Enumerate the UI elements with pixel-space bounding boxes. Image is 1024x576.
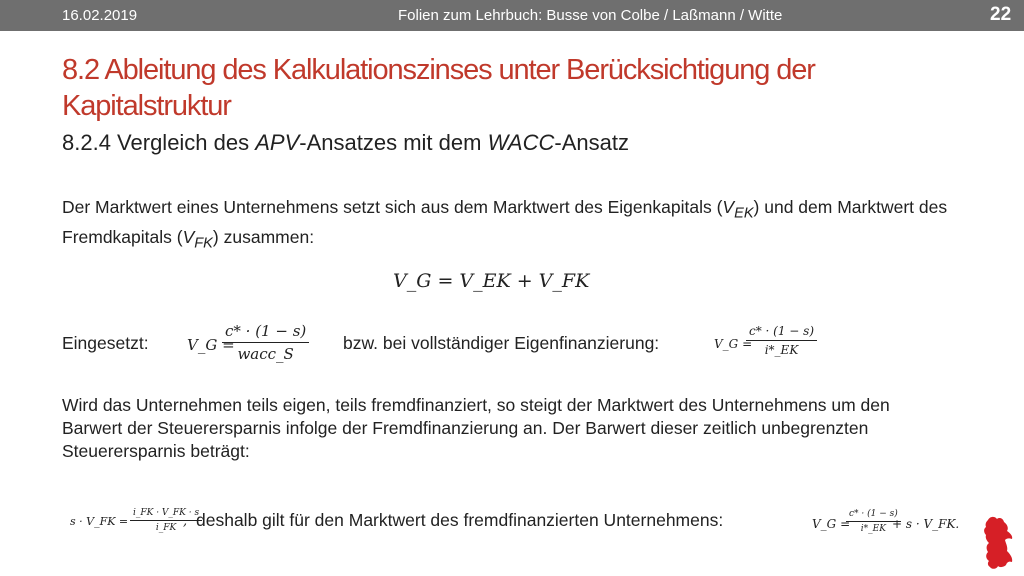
slide-header-bar <box>0 0 1024 31</box>
eq3-fraction-bar <box>130 520 202 521</box>
eq4-numerator: c* · (1 − s) <box>849 509 898 519</box>
header-source: Folien zum Lehrbuch: Busse von Colbe / Laßmann / Witte <box>398 7 783 24</box>
eq2-lhs: V_G = <box>714 337 753 351</box>
paragraph-market-value <box>62 196 962 255</box>
subtitle-apv: APV <box>255 130 300 155</box>
berlin-bear-icon <box>980 516 1016 570</box>
slide-title: 8.2 Ableitung des Kalkulationszinses unter Berücksichtigung der Kapitalstruktur <box>62 54 815 122</box>
eq3-denominator: i_FK <box>155 523 177 533</box>
eq2-numerator: c* · (1 − s) <box>749 324 815 338</box>
eq1-denominator: wacc_S <box>237 345 294 363</box>
equation-total-value: V_G = V_EK + V_FK <box>393 270 590 292</box>
vfk-symbol: V <box>182 226 195 247</box>
subtitle-text-a: 8.2.4 Vergleich des <box>62 130 256 155</box>
eq2-fraction-bar <box>746 340 817 341</box>
page-number: 22 <box>990 4 1012 25</box>
para1-text-b: ) und dem Marktwert des Fremdkapitals ( <box>62 197 948 247</box>
para1-text-c: ) zusammen: <box>212 226 315 247</box>
eq2-denominator: i*_EK <box>764 343 799 357</box>
conclusion-text: deshalb gilt für den Marktwert des fremdfinanzierten Unternehmens: <box>196 510 724 530</box>
eq1-lhs: V_G = <box>187 336 235 354</box>
eq2-fraction <box>746 324 817 357</box>
eq3-lhs: s · V_FK = <box>70 515 129 528</box>
eq1-fraction <box>222 322 309 363</box>
subtitle-wacc: WACC <box>487 130 555 155</box>
eq1-fraction-bar <box>222 342 309 343</box>
header-date: 16.02.2019 <box>62 7 138 24</box>
subtitle-text-b: -Ansatzes mit dem <box>299 130 488 155</box>
eq4-lhs: V_G = <box>812 517 851 531</box>
vek-subscript: EK <box>734 205 754 222</box>
label-full-equity: bzw. bei vollständiger Eigenfinanzierung: <box>343 333 660 353</box>
slide-subtitle <box>62 130 629 156</box>
paragraph-tax-shield: Wird das Unternehmen teils eigen, teils fremdfinanziert, so steigt der Marktwert des Unternehmens um den Barwert der Steuerersparnis infolge der Fremdfinanzierung an. Der Barwert dieser zeitlich unbegrenzten Steuerersparnis beträgt: <box>62 395 890 461</box>
eq3-numerator: i_FK · V_FK · s <box>133 508 200 518</box>
eq4-denominator: i*_EK <box>860 524 886 534</box>
label-eingesetzt: Eingesetzt: <box>62 333 149 353</box>
subtitle-text-c: -Ansatz <box>554 130 629 155</box>
eq3-comma: , <box>183 514 188 529</box>
para1-text-a: Der Marktwert eines Unternehmens setzt sich aus dem Marktwert des Eigenkapitals ( <box>62 197 723 217</box>
eq4-tail: + s · V_FK. <box>892 517 960 531</box>
eq3-fraction <box>130 508 202 533</box>
eq1-numerator: c* · (1 − s) <box>225 322 307 340</box>
vfk-subscript: FK <box>194 235 213 251</box>
vek-symbol: V <box>722 197 735 217</box>
